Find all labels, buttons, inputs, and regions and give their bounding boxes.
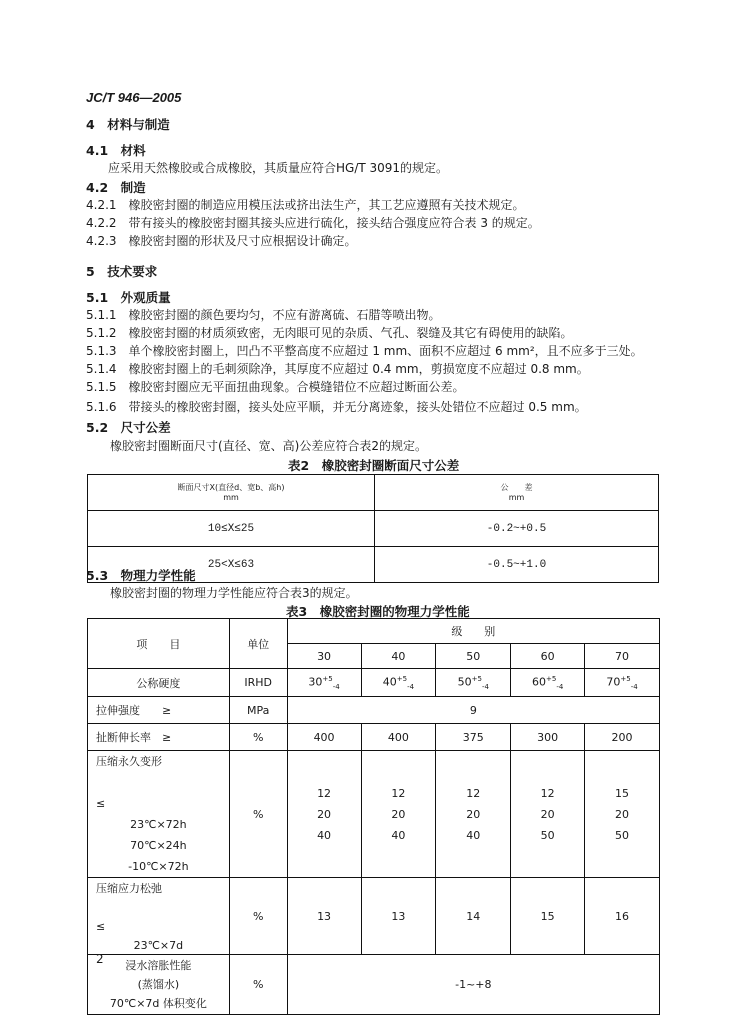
clause-5-1-1: 5.1.1 橡胶密封圈的颜色要均匀，不应有游离硫、石腊等喷出物。 bbox=[86, 308, 441, 322]
table-2-caption: 表2 橡胶密封圈断面尺寸公差 bbox=[288, 458, 460, 473]
clause-5-1-5: 5.1.5 橡胶密封圈应无平面扭曲现象。合模缝错位不应超过断面公差。 bbox=[86, 380, 465, 394]
section-4-title: 4 材料与制造 bbox=[86, 117, 170, 132]
table-row bbox=[88, 878, 660, 955]
hardness-60: $60^{+5}_{-4}$ bbox=[511, 669, 585, 697]
grade-50: 50 bbox=[436, 644, 511, 669]
compression-set-40: 12 20 40 bbox=[361, 751, 436, 878]
stress-relaxation-60: 15 bbox=[511, 878, 585, 955]
hardness-30: $30^{+5}_{-4}$ bbox=[287, 669, 361, 697]
clause-4-2-2: 4.2.2 带有接头的橡胶密封圈其接头应进行硫化，接头结合强度应符合表 3 的规定。 bbox=[86, 216, 540, 230]
table-3 bbox=[87, 618, 660, 1015]
elongation-70: 200 bbox=[585, 724, 660, 751]
table-2-header-size: 断面尺寸X(直径d、宽b、高h) mm bbox=[88, 475, 375, 511]
table-2-cell: 25<X≤63 bbox=[88, 547, 375, 583]
table-2-cell: 10≤X≤25 bbox=[88, 511, 375, 547]
elongation-60: 300 bbox=[511, 724, 585, 751]
hardness-unit: IRHD bbox=[229, 669, 287, 697]
compression-set-60: 12 20 50 bbox=[511, 751, 585, 878]
table-2-header-tolerance: 公 差 mm bbox=[375, 475, 659, 511]
compression-set-50: 12 20 40 bbox=[436, 751, 511, 878]
table-row bbox=[88, 511, 659, 547]
grade-40: 40 bbox=[361, 644, 436, 669]
compression-set-label: 压缩永久变形 ≤ 23℃×72h 70℃×24h -10℃×72h bbox=[88, 751, 230, 878]
section-5-3-title: 5.3 物理力学性能 bbox=[86, 568, 196, 583]
table-3-header-grade: 级 别 bbox=[287, 619, 659, 644]
table-3-header-unit: 单位 bbox=[229, 619, 287, 669]
water-swelling-value: -1~+8 bbox=[287, 955, 659, 1015]
table-row bbox=[88, 697, 660, 724]
stress-relaxation-unit: % bbox=[229, 878, 287, 955]
clause-5-1-2: 5.1.2 橡胶密封圈的材质须致密，无肉眼可见的杂质、气孔、裂缝及其它有碍使用的缺陷。 bbox=[86, 326, 573, 340]
clause-5-1-4: 5.1.4 橡胶密封圈上的毛刺须除净，其厚度不应超过 0.4 mm，剪损宽度不应超过 0.8 mm。 bbox=[86, 362, 589, 376]
section-4-1-title: 4.1 材料 bbox=[86, 143, 146, 158]
compression-set-70: 15 20 50 bbox=[585, 751, 660, 878]
clause-5-1-6: 5.1.6 带接头的橡胶密封圈，接头处应平顺，并无分离迹象，接头处错位不应超过 0.5 mm。 bbox=[86, 400, 587, 414]
clause-4-2-1: 4.2.1 橡胶密封圈的制造应用模压法或挤出法生产，其工艺应遵照有关技术规定。 bbox=[86, 198, 525, 212]
hardness-50: $50^{+5}_{-4}$ bbox=[436, 669, 511, 697]
table-3-caption: 表3 橡胶密封圈的物理力学性能 bbox=[286, 604, 470, 619]
compression-set-unit: % bbox=[229, 751, 287, 878]
section-5-2-title: 5.2 尺寸公差 bbox=[86, 420, 171, 435]
water-swelling-unit: % bbox=[229, 955, 287, 1015]
table-2-cell: -0.5~+1.0 bbox=[375, 547, 659, 583]
table-row bbox=[88, 724, 660, 751]
stress-relaxation-30: 13 bbox=[287, 878, 361, 955]
table-row bbox=[88, 751, 660, 878]
table-row bbox=[88, 955, 660, 1015]
tensile-label: 拉伸强度 ≥ bbox=[88, 697, 230, 724]
tensile-value: 9 bbox=[287, 697, 659, 724]
elongation-unit: % bbox=[229, 724, 287, 751]
stress-relaxation-70: 16 bbox=[585, 878, 660, 955]
grade-30: 30 bbox=[287, 644, 361, 669]
section-4-2-title: 4.2 制造 bbox=[86, 180, 146, 195]
hardness-70: $70^{+5}_{-4}$ bbox=[585, 669, 660, 697]
document-header: JC/T 946—2005 bbox=[86, 90, 182, 105]
table-3-header-item: 项 目 bbox=[88, 619, 230, 669]
section-5-1-title: 5.1 外观质量 bbox=[86, 290, 171, 305]
section-5-3-body: 橡胶密封圈的物理力学性能应符合表3的规定。 bbox=[110, 586, 358, 600]
stress-relaxation-label: 压缩应力松弛 ≤ 23℃×7d bbox=[88, 878, 230, 955]
tensile-unit: MPa bbox=[229, 697, 287, 724]
section-4-1-body: 应采用天然橡胶或合成橡胶，其质量应符合HG/T 3091的规定。 bbox=[108, 161, 449, 175]
elongation-30: 400 bbox=[287, 724, 361, 751]
stress-relaxation-40: 13 bbox=[361, 878, 436, 955]
hardness-40: $40^{+5}_{-4}$ bbox=[361, 669, 436, 697]
section-5-title: 5 技术要求 bbox=[86, 264, 158, 279]
section-5-2-body: 橡胶密封圈断面尺寸(直径、宽、高)公差应符合表2的规定。 bbox=[110, 439, 428, 453]
table-row bbox=[88, 669, 660, 697]
compression-set-30: 12 20 40 bbox=[287, 751, 361, 878]
table-2-cell: -0.2~+0.5 bbox=[375, 511, 659, 547]
clause-5-1-3: 5.1.3 单个橡胶密封圈上，凹凸不平整高度不应超过 1 mm、面积不应超过 6 mm²，且不应多于三处。 bbox=[86, 344, 643, 358]
elongation-50: 375 bbox=[436, 724, 511, 751]
elongation-label: 扯断伸长率 ≥ bbox=[88, 724, 230, 751]
elongation-40: 400 bbox=[361, 724, 436, 751]
grade-70: 70 bbox=[585, 644, 660, 669]
stress-relaxation-50: 14 bbox=[436, 878, 511, 955]
hardness-label: 公称硬度 bbox=[88, 669, 230, 697]
clause-4-2-3: 4.2.3 橡胶密封圈的形状及尺寸应根据设计确定。 bbox=[86, 234, 357, 248]
page-number: 2 bbox=[96, 952, 104, 966]
water-swelling-label: 浸水溶胀性能 (蒸馏水) 70℃×7d 体积变化 bbox=[88, 955, 230, 1015]
grade-60: 60 bbox=[511, 644, 585, 669]
